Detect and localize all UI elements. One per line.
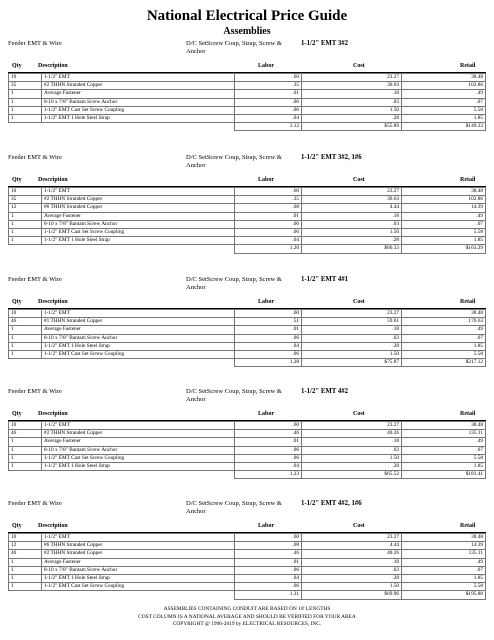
- col-qty-header: Qty: [12, 523, 22, 529]
- item-retail: 102.86: [402, 196, 486, 204]
- item-retail: .49: [402, 438, 486, 446]
- totals-row: [9, 591, 486, 599]
- item-labor: .08: [235, 204, 302, 212]
- item-cost: 1.50: [302, 583, 402, 591]
- item-labor: .06: [235, 220, 302, 228]
- table-row: [9, 106, 486, 114]
- item-retail: .07: [402, 220, 486, 228]
- table-row: [9, 74, 486, 82]
- item-labor: .06: [235, 566, 302, 574]
- item-retail: 1.85: [402, 342, 486, 350]
- total-labor: 1.12: [235, 123, 302, 131]
- items-table: [8, 421, 486, 479]
- total-retail: $181.41: [402, 471, 486, 479]
- col-labor-header: Labor: [258, 299, 275, 305]
- section-code: 1-1/2" EMT 4#2, 1#6: [301, 500, 362, 507]
- item-retail: .07: [402, 446, 486, 454]
- item-qty: 1: [9, 342, 42, 350]
- item-labor: .01: [235, 326, 302, 334]
- item-retail: 5.58: [402, 350, 486, 358]
- table-row: [9, 114, 486, 122]
- section-category: Feeder EMT & Wire: [8, 388, 62, 395]
- table-row: [9, 430, 486, 438]
- item-retail: 1.85: [402, 574, 486, 582]
- item-cost: 4.44: [302, 542, 402, 550]
- item-description: 8-10 x 7/8" Bantam Screw Anchor: [42, 98, 235, 106]
- item-qty: 10: [9, 422, 42, 430]
- item-cost: .28: [302, 574, 402, 582]
- totals-row: [9, 245, 486, 253]
- item-labor: .46: [235, 430, 302, 438]
- total-labor: 1.31: [235, 591, 302, 599]
- table-row: [9, 334, 486, 342]
- item-description: 8-10 x 7/8" Bantam Screw Anchor: [42, 220, 235, 228]
- page-footer: [0, 606, 494, 629]
- item-qty: 1: [9, 334, 42, 342]
- assembly-section: [8, 388, 486, 479]
- item-description: #2 THHN Stranded Copper: [42, 196, 235, 204]
- section-header: [8, 500, 486, 522]
- col-qty-header: Qty: [12, 177, 22, 183]
- item-cost: .03: [302, 98, 402, 106]
- column-header-row: [8, 62, 486, 73]
- item-qty: 10: [9, 74, 42, 82]
- item-cost: 1.50: [302, 350, 402, 358]
- item-description: Average Fastener: [42, 558, 235, 566]
- item-cost: 59.61: [302, 318, 402, 326]
- item-qty: 1: [9, 90, 42, 98]
- table-row: [9, 212, 486, 220]
- table-row: [9, 318, 486, 326]
- item-cost: .28: [302, 342, 402, 350]
- item-cost: .03: [302, 446, 402, 454]
- col-qty-header: Qty: [12, 299, 22, 305]
- item-description: 1-1/2" EMT Cast Set Screw Coupling: [42, 583, 235, 591]
- item-cost: .18: [302, 212, 402, 220]
- item-retail: 5.58: [402, 228, 486, 236]
- item-qty: 10: [9, 188, 42, 196]
- item-description: #6 THHN Stranded Copper: [42, 204, 235, 212]
- col-description-header: Description: [38, 299, 68, 305]
- item-qty: 1: [9, 237, 42, 245]
- item-retail: 5.58: [402, 583, 486, 591]
- item-qty: 12: [9, 204, 42, 212]
- item-cost: .03: [302, 566, 402, 574]
- col-retail-header: Retail: [460, 299, 476, 305]
- page-subtitle: Assemblies: [223, 26, 271, 37]
- section-header: [8, 388, 486, 410]
- item-cost: 23.27: [302, 310, 402, 318]
- item-labor: .35: [235, 82, 302, 90]
- table-row: [9, 566, 486, 574]
- section-category: Feeder EMT & Wire: [8, 154, 62, 161]
- section-header: [8, 40, 486, 62]
- item-qty: 1: [9, 438, 42, 446]
- totals-spacer: [42, 245, 235, 253]
- item-description: 1-1/2" EMT: [42, 74, 235, 82]
- item-retail: .07: [402, 98, 486, 106]
- item-qty: 10: [9, 310, 42, 318]
- item-retail: 1.85: [402, 462, 486, 470]
- item-retail: 5.58: [402, 106, 486, 114]
- col-labor-header: Labor: [258, 523, 275, 529]
- item-retail: .07: [402, 566, 486, 574]
- item-qty: 1: [9, 558, 42, 566]
- item-cost: 40.26: [302, 550, 402, 558]
- item-description: #2 THHN Stranded Copper: [42, 550, 235, 558]
- items-table: [8, 309, 486, 367]
- item-cost: 1.50: [302, 228, 402, 236]
- item-description: Average Fastener: [42, 212, 235, 220]
- table-row: [9, 438, 486, 446]
- item-description: Average Fastener: [42, 438, 235, 446]
- section-category: Feeder EMT & Wire: [8, 276, 62, 283]
- item-cost: .28: [302, 114, 402, 122]
- item-retail: 1.85: [402, 237, 486, 245]
- col-description-header: Description: [38, 411, 68, 417]
- totals-spacer: [9, 359, 42, 367]
- item-cost: 30.63: [302, 196, 402, 204]
- item-description: 1-1/2" EMT: [42, 422, 235, 430]
- item-labor: .06: [235, 454, 302, 462]
- table-row: [9, 204, 486, 212]
- item-labor: .01: [235, 90, 302, 98]
- item-cost: 23.27: [302, 74, 402, 82]
- item-retail: 38.48: [402, 534, 486, 542]
- item-retail: 38.48: [402, 188, 486, 196]
- item-qty: 1: [9, 574, 42, 582]
- table-row: [9, 542, 486, 550]
- assembly-section: [8, 276, 486, 367]
- totals-row: [9, 359, 486, 367]
- col-cost-header: Cost: [353, 523, 365, 529]
- item-retail: .49: [402, 212, 486, 220]
- col-retail-header: Retail: [460, 63, 476, 69]
- table-row: [9, 237, 486, 245]
- section-category: Feeder EMT & Wire: [8, 500, 62, 507]
- footer-line: ASSEMBLIES CONTAINING CONDUIT ARE BASED ON 10' LENGTHS: [163, 606, 331, 612]
- item-cost: 23.27: [302, 534, 402, 542]
- items-table: [8, 73, 486, 131]
- col-cost-header: Cost: [353, 63, 365, 69]
- total-cost: $75.87: [302, 359, 402, 367]
- table-row: [9, 583, 486, 591]
- item-labor: .04: [235, 574, 302, 582]
- table-row: [9, 350, 486, 358]
- table-row: [9, 188, 486, 196]
- col-cost-header: Cost: [353, 177, 365, 183]
- item-labor: .51: [235, 318, 302, 326]
- item-labor: .01: [235, 558, 302, 566]
- item-description: 1-1/2" EMT 1 Hole Steel Strap: [42, 462, 235, 470]
- item-retail: 38.48: [402, 310, 486, 318]
- item-labor: .06: [235, 228, 302, 236]
- item-qty: 1: [9, 114, 42, 122]
- item-description: 1-1/2" EMT: [42, 188, 235, 196]
- column-header-row: [8, 410, 486, 421]
- section-header: [8, 276, 486, 298]
- item-qty: 1: [9, 212, 42, 220]
- item-retail: .49: [402, 90, 486, 98]
- col-qty-header: Qty: [12, 63, 22, 69]
- total-cost: $69.96: [302, 591, 402, 599]
- total-retail: $217.12: [402, 359, 486, 367]
- total-labor: 1.28: [235, 359, 302, 367]
- item-cost: 40.26: [302, 430, 402, 438]
- totals-spacer: [9, 123, 42, 131]
- item-description: 1-1/2" EMT 1 Hole Steel Strap: [42, 237, 235, 245]
- item-labor: .04: [235, 114, 302, 122]
- item-qty: 46: [9, 550, 42, 558]
- table-row: [9, 454, 486, 462]
- col-qty-header: Qty: [12, 411, 22, 417]
- item-cost: 30.63: [302, 82, 402, 90]
- table-row: [9, 534, 486, 542]
- table-row: [9, 196, 486, 204]
- column-header-row: [8, 298, 486, 309]
- table-row: [9, 342, 486, 350]
- item-qty: 10: [9, 534, 42, 542]
- item-retail: .49: [402, 326, 486, 334]
- item-description: #2 THHN Stranded Copper: [42, 82, 235, 90]
- item-qty: 46: [9, 318, 42, 326]
- section-description: D/C SetScrew Coup, Strap, Screw & Anchor: [186, 500, 282, 515]
- table-row: [9, 90, 486, 98]
- col-retail-header: Retail: [460, 411, 476, 417]
- totals-spacer: [42, 591, 235, 599]
- item-description: Average Fastener: [42, 326, 235, 334]
- total-retail: $149.33: [402, 123, 486, 131]
- item-cost: .18: [302, 438, 402, 446]
- item-labor: .01: [235, 212, 302, 220]
- footer-line: COST COLUMN IS A NATIONAL AVERAGE AND SHOULD BE VERIFIED FOR YOUR AREA: [138, 613, 356, 620]
- totals-spacer: [9, 471, 42, 479]
- table-row: [9, 446, 486, 454]
- section-description: D/C SetScrew Coup, Strap, Screw & Anchor: [186, 40, 282, 55]
- item-labor: .04: [235, 237, 302, 245]
- item-description: 8-10 x 7/8" Bantam Screw Anchor: [42, 566, 235, 574]
- section-code: 1-1/2" EMT 4#2: [301, 388, 349, 395]
- col-description-header: Description: [38, 523, 68, 529]
- section-description: D/C SetScrew Coup, Strap, Screw & Anchor: [186, 276, 282, 291]
- item-retail: .49: [402, 558, 486, 566]
- item-labor: .60: [235, 74, 302, 82]
- table-row: [9, 220, 486, 228]
- item-retail: 38.48: [402, 422, 486, 430]
- section-description: D/C SetScrew Coup, Strap, Screw & Anchor: [186, 154, 282, 169]
- item-labor: .46: [235, 550, 302, 558]
- item-labor: .01: [235, 438, 302, 446]
- col-cost-header: Cost: [353, 299, 365, 305]
- item-description: 1-1/2" EMT Cast Set Screw Coupling: [42, 350, 235, 358]
- item-qty: 46: [9, 430, 42, 438]
- item-description: 1-1/2" EMT Cast Set Screw Coupling: [42, 454, 235, 462]
- column-header-row: [8, 522, 486, 533]
- item-cost: 23.27: [302, 188, 402, 196]
- item-description: 8-10 x 7/8" Bantam Screw Anchor: [42, 446, 235, 454]
- item-cost: 1.50: [302, 454, 402, 462]
- item-description: 1-1/2" EMT Cast Set Screw Coupling: [42, 228, 235, 236]
- table-row: [9, 558, 486, 566]
- table-row: [9, 574, 486, 582]
- item-qty: 1: [9, 228, 42, 236]
- items-table: [8, 533, 486, 600]
- table-row: [9, 98, 486, 106]
- item-qty: 1: [9, 566, 42, 574]
- item-labor: .08: [235, 542, 302, 550]
- item-cost: .18: [302, 90, 402, 98]
- table-row: [9, 310, 486, 318]
- item-description: 1-1/2" EMT 1 Hole Steel Strap: [42, 342, 235, 350]
- col-description-header: Description: [38, 177, 68, 183]
- item-cost: .28: [302, 462, 402, 470]
- total-cost: $60.33: [302, 245, 402, 253]
- item-description: Average Fastener: [42, 90, 235, 98]
- item-labor: .06: [235, 583, 302, 591]
- assembly-section: [8, 500, 486, 600]
- totals-row: [9, 123, 486, 131]
- item-qty: 1: [9, 583, 42, 591]
- totals-spacer: [42, 123, 235, 131]
- total-labor: 1.23: [235, 471, 302, 479]
- items-table: [8, 187, 486, 254]
- col-retail-header: Retail: [460, 523, 476, 529]
- item-cost: .18: [302, 326, 402, 334]
- item-qty: 1: [9, 326, 42, 334]
- col-retail-header: Retail: [460, 177, 476, 183]
- col-labor-header: Labor: [258, 411, 275, 417]
- item-retail: .07: [402, 334, 486, 342]
- item-labor: .60: [235, 310, 302, 318]
- section-code: 1-1/2" EMT 3#2, 1#6: [301, 154, 362, 161]
- total-cost: $55.89: [302, 123, 402, 131]
- section-category: Feeder EMT & Wire: [8, 40, 62, 47]
- item-description: 1-1/2" EMT Cast Set Screw Coupling: [42, 106, 235, 114]
- item-qty: 1: [9, 446, 42, 454]
- item-labor: .06: [235, 350, 302, 358]
- item-retail: 1.85: [402, 114, 486, 122]
- item-cost: 23.27: [302, 422, 402, 430]
- item-description: 8-10 x 7/8" Bantam Screw Anchor: [42, 334, 235, 342]
- item-retail: 135.11: [402, 430, 486, 438]
- item-description: 1-1/2" EMT 1 Hole Steel Strap: [42, 114, 235, 122]
- item-labor: .06: [235, 106, 302, 114]
- item-labor: .35: [235, 196, 302, 204]
- item-retail: 14.39: [402, 204, 486, 212]
- totals-row: [9, 471, 486, 479]
- table-row: [9, 550, 486, 558]
- item-description: 1-1/2" EMT 1 Hole Steel Strap: [42, 574, 235, 582]
- item-qty: 1: [9, 462, 42, 470]
- total-cost: $65.52: [302, 471, 402, 479]
- total-labor: 1.20: [235, 245, 302, 253]
- table-row: [9, 82, 486, 90]
- item-qty: 1: [9, 220, 42, 228]
- item-cost: .03: [302, 220, 402, 228]
- item-qty: 35: [9, 82, 42, 90]
- section-description: D/C SetScrew Coup, Strap, Screw & Anchor: [186, 388, 282, 403]
- section-code: 1-1/2" EMT 3#2: [301, 40, 349, 47]
- item-cost: .03: [302, 334, 402, 342]
- column-header-row: [8, 176, 486, 187]
- item-retail: 170.63: [402, 318, 486, 326]
- item-retail: 102.86: [402, 82, 486, 90]
- total-retail: $163.29: [402, 245, 486, 253]
- col-cost-header: Cost: [353, 411, 365, 417]
- total-retail: $195.80: [402, 591, 486, 599]
- table-row: [9, 462, 486, 470]
- item-retail: 38.48: [402, 74, 486, 82]
- col-labor-header: Labor: [258, 63, 275, 69]
- item-qty: 1: [9, 98, 42, 106]
- item-labor: .60: [235, 188, 302, 196]
- item-cost: .28: [302, 237, 402, 245]
- item-description: #2 THHN Stranded Copper: [42, 430, 235, 438]
- item-retail: 5.58: [402, 454, 486, 462]
- item-labor: .06: [235, 98, 302, 106]
- item-cost: 4.44: [302, 204, 402, 212]
- item-description: 1-1/2" EMT: [42, 310, 235, 318]
- item-labor: .60: [235, 422, 302, 430]
- col-labor-header: Labor: [258, 177, 275, 183]
- item-description: #6 THHN Stranded Copper: [42, 542, 235, 550]
- table-row: [9, 422, 486, 430]
- item-description: #1 THHN Stranded Copper: [42, 318, 235, 326]
- table-row: [9, 326, 486, 334]
- item-qty: 1: [9, 106, 42, 114]
- item-qty: 1: [9, 350, 42, 358]
- item-qty: 12: [9, 542, 42, 550]
- item-labor: .04: [235, 462, 302, 470]
- assembly-section: [8, 154, 486, 254]
- item-description: 1-1/2" EMT: [42, 534, 235, 542]
- section-code: 1-1/2" EMT 4#1: [301, 276, 349, 283]
- item-qty: 35: [9, 196, 42, 204]
- col-description-header: Description: [38, 63, 68, 69]
- assembly-section: [8, 40, 486, 131]
- item-labor: .04: [235, 342, 302, 350]
- totals-spacer: [9, 245, 42, 253]
- table-row: [9, 228, 486, 236]
- item-retail: 14.39: [402, 542, 486, 550]
- item-cost: .18: [302, 558, 402, 566]
- totals-spacer: [9, 591, 42, 599]
- totals-spacer: [42, 471, 235, 479]
- item-cost: 1.50: [302, 106, 402, 114]
- item-labor: .06: [235, 334, 302, 342]
- item-qty: 1: [9, 454, 42, 462]
- totals-spacer: [42, 359, 235, 367]
- item-labor: .60: [235, 534, 302, 542]
- section-header: [8, 154, 486, 176]
- item-retail: 135.11: [402, 550, 486, 558]
- item-labor: .06: [235, 446, 302, 454]
- page-title: National Electrical Price Guide: [146, 8, 348, 24]
- footer-line: COPYRIGHT @ 1996-2019 by ELECTRICAL RESOURCES, INC.: [172, 621, 322, 627]
